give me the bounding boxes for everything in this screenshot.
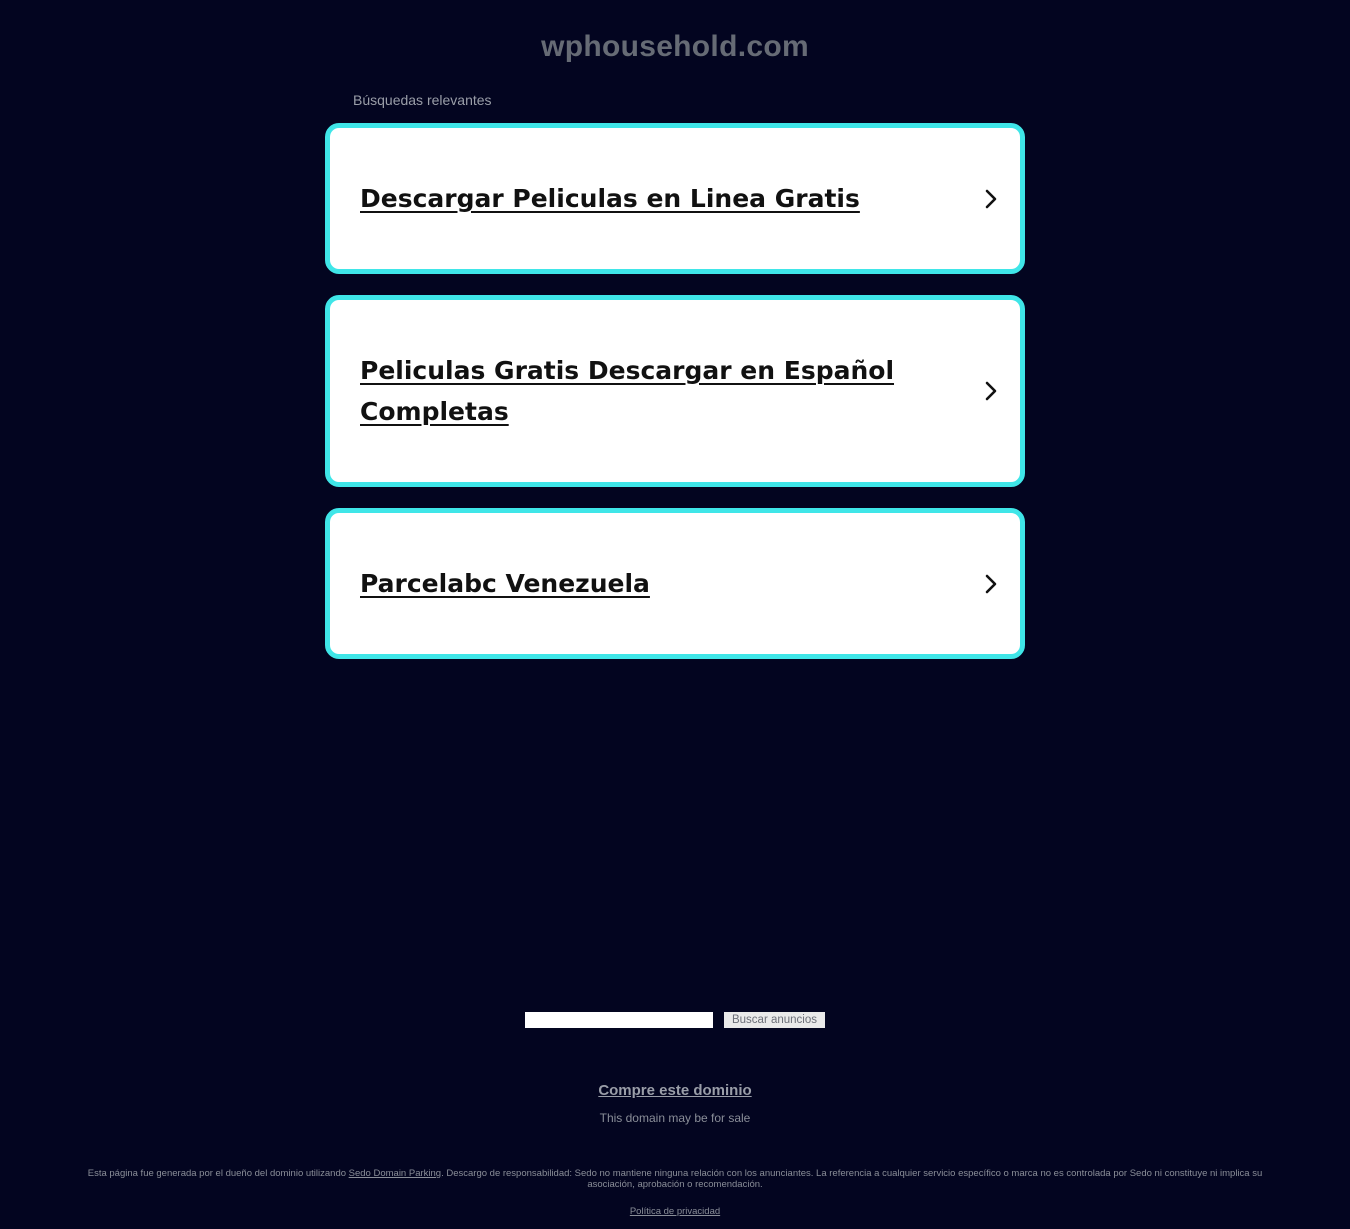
disclaimer-suffix: . Descargo de responsabilidad: Sedo no mantiene ninguna relación con los anunciantes. La referencia a cualquier servicio específico o marca no es controlada por Sedo ni constituye ni implica su asociación, aprobación o recomendación. xyxy=(441,1168,1263,1190)
ad-search-form xyxy=(525,1012,825,1029)
buy-domain-link[interactable]: Compre este dominio xyxy=(598,1082,752,1099)
ad-search-input[interactable] xyxy=(525,1012,713,1028)
sedo-parking-link[interactable]: Sedo Domain Parking xyxy=(348,1168,442,1179)
chevron-right-icon xyxy=(980,573,1002,595)
disclaimer-prefix: Esta página fue generada por el dueño del dominio utilizando xyxy=(87,1168,349,1179)
related-search-link[interactable]: Descargar Peliculas en Linea Gratis xyxy=(360,184,860,213)
disclaimer-text xyxy=(75,1168,1275,1190)
related-searches-label: Búsquedas relevantes xyxy=(353,92,492,108)
chevron-right-icon xyxy=(980,380,1002,402)
related-search-link[interactable]: Parcelabc Venezuela xyxy=(360,569,650,598)
domain-sale-text: This domain may be for sale xyxy=(599,1111,751,1125)
domain-title: wphousehold.com xyxy=(541,30,809,63)
related-search-card[interactable] xyxy=(325,508,1025,659)
related-searches-list xyxy=(325,123,1025,659)
related-search-card[interactable] xyxy=(325,123,1025,274)
chevron-right-icon xyxy=(980,188,1002,210)
related-search-link[interactable]: Peliculas Gratis Descargar en Español Completas xyxy=(360,356,895,426)
privacy-policy-link[interactable]: Política de privacidad xyxy=(629,1206,721,1217)
search-ads-button[interactable]: Buscar anuncios xyxy=(724,1012,825,1028)
related-search-card[interactable] xyxy=(325,295,1025,487)
